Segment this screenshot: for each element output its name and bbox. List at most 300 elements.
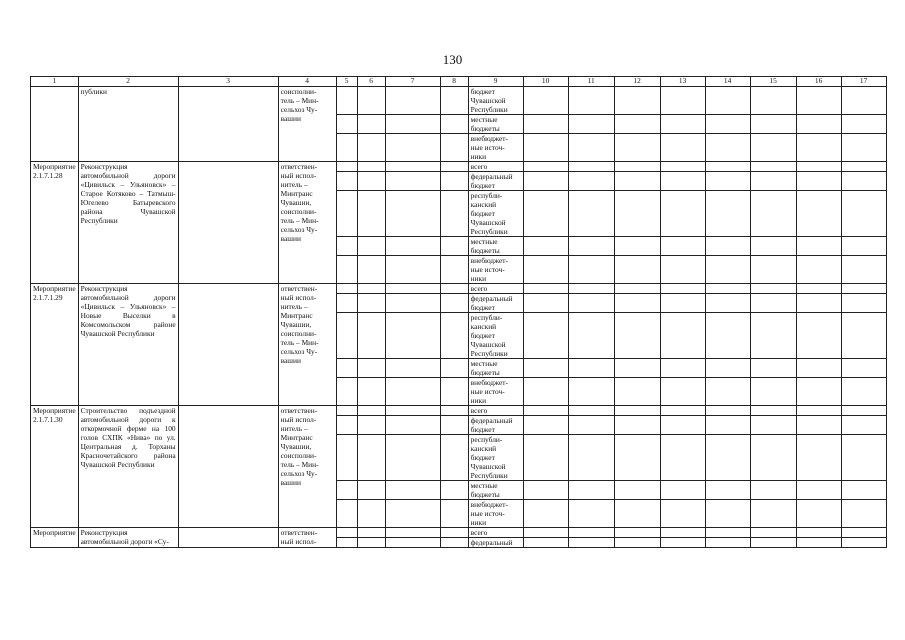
empty-cell: [523, 528, 568, 538]
empty-cell: [385, 284, 440, 294]
empty-cell: [705, 191, 750, 237]
empty-cell: [660, 500, 705, 528]
empty-cell: [660, 162, 705, 172]
empty-cell: [568, 500, 614, 528]
column-number: 9: [468, 77, 523, 87]
empty-cell: [660, 256, 705, 284]
table-row: [31, 162, 887, 172]
funding-source: всего: [468, 284, 523, 294]
empty-cell: [614, 162, 660, 172]
measure-name: Реконструкция автомобильной дороги «Цивильск – Ульяновск» – Старое Котяково – Татмыш-Югелево Батыревского района Чувашской Республики: [78, 162, 178, 284]
empty-cell: [660, 191, 705, 237]
empty-cell: [614, 134, 660, 162]
funding-source: федеральный бюджет: [468, 416, 523, 435]
empty-cell: [841, 237, 886, 256]
empty-cell: [523, 284, 568, 294]
empty-cell: [750, 134, 796, 162]
measure-code: [31, 87, 79, 162]
column-number: 13: [660, 77, 705, 87]
empty-cell: [523, 237, 568, 256]
empty-cell: [523, 500, 568, 528]
empty-cell: [385, 500, 440, 528]
funding-source: федеральный бюджет: [468, 294, 523, 313]
column-number: 14: [705, 77, 750, 87]
empty-cell: [336, 256, 357, 284]
empty-cell: [614, 378, 660, 406]
column-number: 16: [796, 77, 841, 87]
empty-cell: [336, 284, 357, 294]
empty-cell: [750, 435, 796, 481]
empty-cell: [841, 416, 886, 435]
empty-cell: [357, 162, 385, 172]
empty-cell: [440, 284, 468, 294]
empty-cell: [357, 115, 385, 134]
funding-source: внебюджет- ные источ- ники: [468, 134, 523, 162]
empty-cell: [440, 500, 468, 528]
empty-cell: [336, 313, 357, 359]
empty-cell: [523, 406, 568, 416]
empty-cell: [660, 172, 705, 191]
funding-source: республи- канский бюджет Чувашской Республики: [468, 435, 523, 481]
funding-source: бюджет Чувашской Республики: [468, 87, 523, 115]
empty-cell: [750, 406, 796, 416]
empty-cell: [796, 134, 841, 162]
executor: ответствен- ный испол- нитель – Минтранс Чувашии, соисполни- тель – Мин- сельхоз Чу- вашии: [278, 162, 336, 284]
empty-cell: [796, 294, 841, 313]
empty-cell: [841, 294, 886, 313]
empty-cell: [796, 87, 841, 115]
column-number: 7: [385, 77, 440, 87]
funding-source: местные бюджеты: [468, 115, 523, 134]
empty-cell: [841, 406, 886, 416]
page-number: 130: [442, 52, 463, 67]
empty-cell: [440, 313, 468, 359]
empty-cell: [614, 416, 660, 435]
empty-cell: [841, 435, 886, 481]
empty-cell: [614, 256, 660, 284]
empty-cell: [336, 172, 357, 191]
empty-cell: [336, 435, 357, 481]
measure-code: Мероприятие: [31, 528, 79, 548]
empty-cell: [614, 284, 660, 294]
empty-cell: [796, 538, 841, 548]
empty-cell: [440, 237, 468, 256]
empty-cell: [568, 359, 614, 378]
empty-cell: [796, 256, 841, 284]
empty-cell: [750, 481, 796, 500]
empty-cell: [660, 528, 705, 538]
empty-cell: [705, 359, 750, 378]
executor: ответствен- ный испол- нитель – Минтранс Чувашии, соисполни- тель – Мин- сельхоз Чу- вашии: [278, 406, 336, 528]
empty-cell: [750, 378, 796, 406]
empty-cell: [841, 115, 886, 134]
empty-cell: [440, 528, 468, 538]
funding-source: внебюджет- ные источ- ники: [468, 500, 523, 528]
column-number: 12: [614, 77, 660, 87]
table-row: [31, 87, 887, 115]
empty-cell: [841, 134, 886, 162]
empty-cell: [440, 191, 468, 237]
empty-cell: [750, 313, 796, 359]
empty-cell: [357, 134, 385, 162]
empty-cell: [614, 500, 660, 528]
empty-cell: [614, 294, 660, 313]
empty-cell: [614, 191, 660, 237]
empty-cell: [568, 416, 614, 435]
table-row: [31, 284, 887, 294]
empty-cell: [796, 284, 841, 294]
empty-cell: [750, 528, 796, 538]
funding-source: всего: [468, 162, 523, 172]
empty-cell: [336, 359, 357, 378]
empty-cell: [705, 115, 750, 134]
measure-code: Мероприятие 2.1.7.1.29: [31, 284, 79, 406]
empty-cell: [705, 500, 750, 528]
empty-cell: [660, 378, 705, 406]
empty-cell: [385, 435, 440, 481]
empty-cell: [336, 528, 357, 538]
empty-cell: [660, 416, 705, 435]
column-number: 5: [336, 77, 357, 87]
empty-cell: [614, 313, 660, 359]
empty-cell: [178, 406, 278, 528]
empty-cell: [796, 378, 841, 406]
empty-cell: [705, 256, 750, 284]
empty-cell: [385, 416, 440, 435]
empty-cell: [660, 294, 705, 313]
funding-source: местные бюджеты: [468, 359, 523, 378]
empty-cell: [750, 416, 796, 435]
empty-cell: [705, 406, 750, 416]
empty-cell: [841, 359, 886, 378]
empty-cell: [568, 294, 614, 313]
empty-cell: [796, 162, 841, 172]
empty-cell: [357, 237, 385, 256]
empty-cell: [705, 435, 750, 481]
empty-cell: [523, 294, 568, 313]
column-number: 11: [568, 77, 614, 87]
empty-cell: [440, 406, 468, 416]
empty-cell: [568, 538, 614, 548]
empty-cell: [440, 416, 468, 435]
empty-cell: [841, 378, 886, 406]
empty-cell: [385, 237, 440, 256]
empty-cell: [705, 134, 750, 162]
empty-cell: [357, 256, 385, 284]
empty-cell: [841, 500, 886, 528]
empty-cell: [750, 87, 796, 115]
empty-cell: [336, 191, 357, 237]
empty-cell: [523, 162, 568, 172]
empty-cell: [750, 359, 796, 378]
funding-source: федеральный бюджет: [468, 172, 523, 191]
empty-cell: [385, 313, 440, 359]
empty-cell: [660, 435, 705, 481]
empty-cell: [750, 172, 796, 191]
empty-cell: [705, 237, 750, 256]
empty-cell: [440, 538, 468, 548]
empty-cell: [357, 481, 385, 500]
empty-cell: [614, 237, 660, 256]
empty-cell: [336, 162, 357, 172]
empty-cell: [841, 284, 886, 294]
empty-cell: [705, 313, 750, 359]
empty-cell: [385, 528, 440, 538]
column-number: 1: [31, 77, 79, 87]
empty-cell: [523, 87, 568, 115]
empty-cell: [523, 134, 568, 162]
empty-cell: [440, 162, 468, 172]
measure-code: Мероприятие 2.1.7.1.30: [31, 406, 79, 528]
funding-source: всего: [468, 528, 523, 538]
measure-name: Реконструкция автомобильной дороги «Су-: [78, 528, 178, 548]
empty-cell: [336, 406, 357, 416]
empty-cell: [357, 87, 385, 115]
empty-cell: [568, 481, 614, 500]
empty-cell: [614, 406, 660, 416]
empty-cell: [357, 416, 385, 435]
empty-cell: [796, 172, 841, 191]
empty-cell: [523, 313, 568, 359]
funding-source: внебюджет- ные источ- ники: [468, 256, 523, 284]
empty-cell: [660, 87, 705, 115]
empty-cell: [440, 87, 468, 115]
empty-cell: [336, 378, 357, 406]
empty-cell: [385, 115, 440, 134]
empty-cell: [523, 191, 568, 237]
empty-cell: [705, 87, 750, 115]
empty-cell: [178, 284, 278, 406]
empty-cell: [614, 115, 660, 134]
empty-cell: [796, 528, 841, 538]
empty-cell: [523, 416, 568, 435]
measure-code: Мероприятие 2.1.7.1.28: [31, 162, 79, 284]
empty-cell: [660, 359, 705, 378]
empty-cell: [523, 115, 568, 134]
empty-cell: [705, 528, 750, 538]
empty-cell: [750, 256, 796, 284]
funding-source: местные бюджеты: [468, 481, 523, 500]
empty-cell: [357, 294, 385, 313]
column-number: 17: [841, 77, 886, 87]
empty-cell: [568, 284, 614, 294]
funding-source: местные бюджеты: [468, 237, 523, 256]
empty-cell: [440, 256, 468, 284]
empty-cell: [796, 237, 841, 256]
empty-cell: [660, 284, 705, 294]
column-number: 10: [523, 77, 568, 87]
empty-cell: [568, 378, 614, 406]
empty-cell: [614, 359, 660, 378]
empty-cell: [336, 481, 357, 500]
empty-cell: [440, 172, 468, 191]
empty-cell: [568, 237, 614, 256]
program-measures-table: [30, 76, 887, 548]
empty-cell: [357, 313, 385, 359]
empty-cell: [796, 500, 841, 528]
empty-cell: [660, 313, 705, 359]
empty-cell: [385, 538, 440, 548]
column-number: 2: [78, 77, 178, 87]
empty-cell: [796, 359, 841, 378]
empty-cell: [841, 313, 886, 359]
empty-cell: [385, 256, 440, 284]
empty-cell: [614, 538, 660, 548]
empty-cell: [614, 172, 660, 191]
column-number: 4: [278, 77, 336, 87]
empty-cell: [336, 115, 357, 134]
empty-cell: [750, 162, 796, 172]
empty-cell: [750, 294, 796, 313]
empty-cell: [660, 538, 705, 548]
table-row: [31, 406, 887, 416]
empty-cell: [523, 435, 568, 481]
empty-cell: [750, 500, 796, 528]
empty-cell: [568, 134, 614, 162]
column-number-row: [31, 77, 887, 87]
empty-cell: [568, 313, 614, 359]
empty-cell: [385, 481, 440, 500]
executor: ответствен- ный испол- нитель – Минтранс Чувашии, соисполни- тель – Мин- сельхоз Чу- вашии: [278, 284, 336, 406]
empty-cell: [705, 284, 750, 294]
table-body: [31, 87, 887, 548]
column-number: 3: [178, 77, 278, 87]
empty-cell: [357, 378, 385, 406]
empty-cell: [568, 162, 614, 172]
empty-cell: [523, 481, 568, 500]
empty-cell: [357, 359, 385, 378]
empty-cell: [523, 378, 568, 406]
empty-cell: [178, 87, 278, 162]
column-number: 8: [440, 77, 468, 87]
empty-cell: [385, 134, 440, 162]
empty-cell: [336, 87, 357, 115]
empty-cell: [705, 294, 750, 313]
empty-cell: [568, 406, 614, 416]
empty-cell: [178, 528, 278, 548]
empty-cell: [750, 538, 796, 548]
empty-cell: [336, 538, 357, 548]
empty-cell: [568, 528, 614, 538]
empty-cell: [440, 481, 468, 500]
empty-cell: [841, 172, 886, 191]
empty-cell: [660, 134, 705, 162]
empty-cell: [660, 237, 705, 256]
executor: соисполни- тель – Мин- сельхоз Чу- вашии: [278, 87, 336, 162]
empty-cell: [440, 134, 468, 162]
empty-cell: [523, 172, 568, 191]
funding-source: всего: [468, 406, 523, 416]
empty-cell: [568, 435, 614, 481]
empty-cell: [336, 500, 357, 528]
empty-cell: [614, 528, 660, 538]
empty-cell: [440, 435, 468, 481]
empty-cell: [750, 115, 796, 134]
empty-cell: [568, 172, 614, 191]
empty-cell: [357, 435, 385, 481]
empty-cell: [440, 294, 468, 313]
empty-cell: [385, 162, 440, 172]
empty-cell: [440, 359, 468, 378]
empty-cell: [568, 87, 614, 115]
funding-source: республи- канский бюджет Чувашской Республики: [468, 313, 523, 359]
empty-cell: [385, 172, 440, 191]
funding-source: республи- канский бюджет Чувашской Республики: [468, 191, 523, 237]
empty-cell: [336, 237, 357, 256]
empty-cell: [796, 313, 841, 359]
empty-cell: [440, 378, 468, 406]
empty-cell: [614, 435, 660, 481]
column-number: 15: [750, 77, 796, 87]
empty-cell: [841, 87, 886, 115]
empty-cell: [336, 416, 357, 435]
empty-cell: [796, 191, 841, 237]
empty-cell: [523, 359, 568, 378]
measure-name: Строительство подъездной автомобильной дороги к откормочной ферме на 100 голов СХПК «Нива» по ул. Центральная д. Торханы Красночетайского района Чувашской Республики: [78, 406, 178, 528]
empty-cell: [357, 406, 385, 416]
empty-cell: [357, 172, 385, 191]
column-number: 6: [357, 77, 385, 87]
empty-cell: [705, 378, 750, 406]
empty-cell: [440, 115, 468, 134]
funding-source: внебюджет- ные источ- ники: [468, 378, 523, 406]
empty-cell: [705, 172, 750, 191]
empty-cell: [705, 538, 750, 548]
empty-cell: [796, 115, 841, 134]
empty-cell: [705, 481, 750, 500]
empty-cell: [385, 191, 440, 237]
empty-cell: [385, 406, 440, 416]
empty-cell: [568, 115, 614, 134]
empty-cell: [796, 416, 841, 435]
empty-cell: [796, 406, 841, 416]
table-row: [31, 528, 887, 538]
empty-cell: [357, 500, 385, 528]
empty-cell: [614, 481, 660, 500]
empty-cell: [660, 406, 705, 416]
empty-cell: [523, 538, 568, 548]
empty-cell: [796, 435, 841, 481]
empty-cell: [385, 294, 440, 313]
empty-cell: [750, 284, 796, 294]
empty-cell: [841, 528, 886, 538]
empty-cell: [336, 294, 357, 313]
empty-cell: [660, 481, 705, 500]
empty-cell: [523, 256, 568, 284]
empty-cell: [357, 284, 385, 294]
empty-cell: [357, 191, 385, 237]
empty-cell: [705, 162, 750, 172]
empty-cell: [385, 359, 440, 378]
empty-cell: [841, 538, 886, 548]
empty-cell: [841, 191, 886, 237]
empty-cell: [705, 416, 750, 435]
empty-cell: [841, 481, 886, 500]
empty-cell: [568, 256, 614, 284]
empty-cell: [336, 134, 357, 162]
empty-cell: [841, 256, 886, 284]
empty-cell: [614, 87, 660, 115]
empty-cell: [385, 378, 440, 406]
empty-cell: [357, 528, 385, 538]
empty-cell: [357, 538, 385, 548]
empty-cell: [841, 162, 886, 172]
executor: ответствен- ный испол-: [278, 528, 336, 548]
measure-name: Реконструкция автомобильной дороги «Цивильск – Ульяновск» – Новые Выселки в Комсомольском районе Чувашской Республики: [78, 284, 178, 406]
measure-name: публики: [78, 87, 178, 162]
empty-cell: [750, 237, 796, 256]
empty-cell: [568, 191, 614, 237]
